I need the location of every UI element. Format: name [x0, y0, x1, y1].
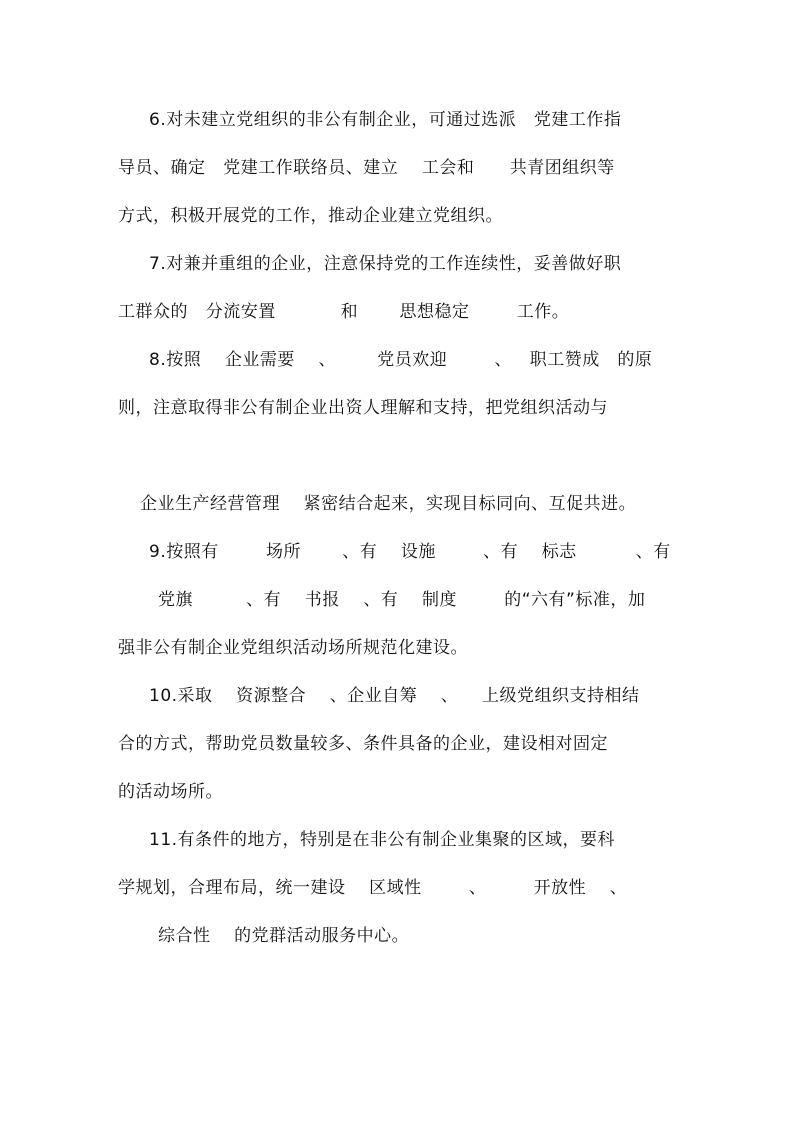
paragraph-10-line-1: 10.采取 资源整合 、企业自筹 、 上级党组织支持相结	[149, 686, 640, 706]
paragraph-6-line-2: 导员、确定 党建工作联络员、建立 工会和 共青团组织等	[118, 158, 615, 178]
paragraph-8-line-2: 则，注意取得非公有制企业出资人理解和支持，把党组织活动与	[118, 398, 608, 418]
paragraph-11-line-2: 学规划，合理布局，统一建设 区域性 、 开放性 、	[118, 878, 628, 898]
paragraph-8-line-3: 企业生产经营管理 紧密结合起来，实现目标同向、互促共进。	[140, 494, 637, 514]
paragraph-9-line-2: 党旗 、有 书报 、有 制度 的“六有”标准，加	[158, 590, 646, 610]
paragraph-11-line-1: 11.有条件的地方，特别是在非公有制企业集聚的区域，要科	[149, 830, 616, 850]
paragraph-11-line-3: 综合性 的党群活动服务中心。	[158, 926, 410, 946]
paragraph-10-line-3: 的活动场所。	[118, 782, 223, 802]
paragraph-10-line-2: 合的方式，帮助党员数量较多、条件具备的企业，建设相对固定	[118, 734, 608, 754]
paragraph-8-line-1: 8.按照 企业需要 、 党员欢迎 、 职工赞成 的原	[149, 350, 653, 370]
paragraph-7-line-2: 工群众的 分流安置 和 思想稳定 工作。	[118, 302, 570, 322]
paragraph-7-line-1: 7.对兼并重组的企业，注意保持党的工作连续性，妥善做好职	[149, 254, 622, 274]
paragraph-9-line-3: 强非公有制企业党组织活动场所规范化建设。	[118, 638, 468, 658]
paragraph-6-line-3: 方式，积极开展党的工作，推动企业建立党组织。	[118, 206, 503, 226]
paragraph-6-line-1: 6.对未建立党组织的非公有制企业，可通过选派 党建工作指	[149, 110, 622, 130]
paragraph-9-line-1: 9.按照有 场所 、有 设施 、有 标志 、有	[149, 542, 671, 562]
